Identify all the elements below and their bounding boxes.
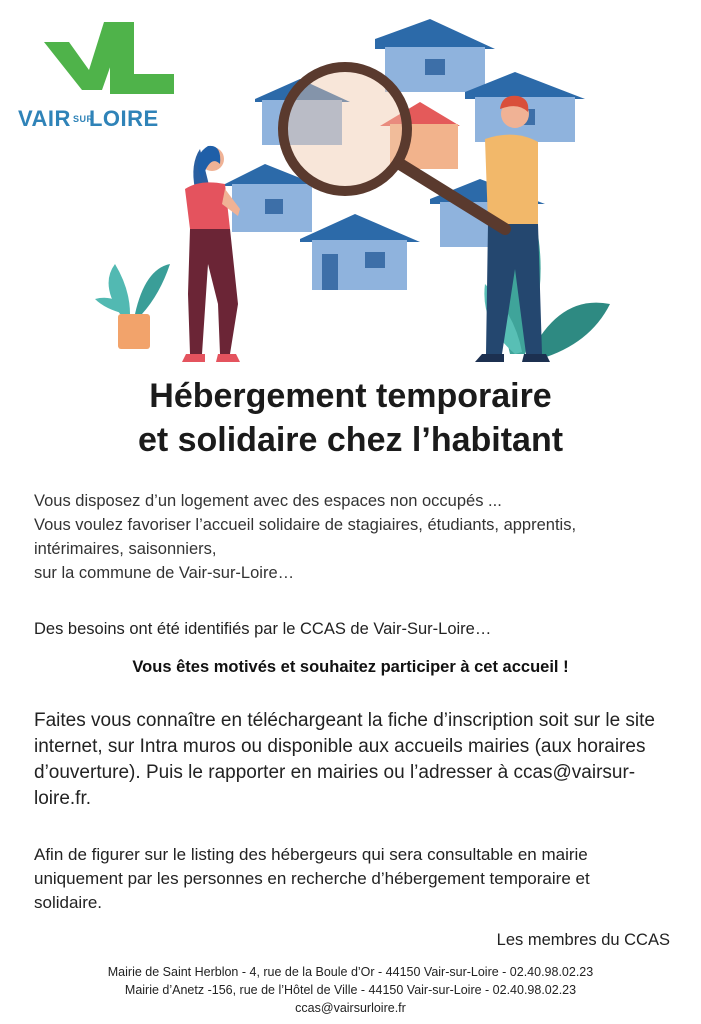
logo-vair: VAIR [18,106,71,131]
needs-paragraph: Des besoins ont été identifiés par le CCAS de Vair-Sur-Loire… [34,620,492,638]
housing-search-illustration [90,14,620,369]
intro-line: intérimaires, saisonniers, [34,540,217,558]
footer-addresses [0,963,701,1017]
contact-line: Faites vous connaître en téléchargeant la fiche d’inscription soit sur le site [34,710,655,731]
contact-line: internet, sur Intra muros ou disponible aux accueils mairies (aux horaires [34,736,646,757]
intro-line: Vous disposez d’un logement avec des espaces non occupés ... [34,492,502,510]
listing-line: Afin de figurer sur le listing des hébergeurs qui sera consultable en mairie [34,845,588,864]
footer-email: ccas@vairsurloire.fr [295,1001,406,1015]
house-icon [375,19,495,92]
house-icon [300,214,420,290]
title-line: Hébergement temporaire [149,377,552,415]
footer-address-anetz: Mairie d’Anetz -156, rue de l’Hôtel de Ville - 44150 Vair-sur-Loire - 02.40.98.02.23 [124,983,577,997]
intro-line: sur la commune de Vair-sur-Loire… [34,564,295,582]
logo-sur: SUR [72,113,94,124]
title-line: et solidaire chez l’habitant [137,421,564,459]
motivation-callout: Vous êtes motivés et souhaitez participer à cet accueil ! [132,658,569,676]
footer-address-saint-herblon: Mairie de Saint Herblon - 4, rue de la Boule d’Or - 44150 Vair-sur-Loire - 02.40.98.02.23 [107,965,594,979]
signature: Les membres du CCAS [496,931,670,949]
intro-paragraph [34,489,674,585]
intro-line: Vous voulez favoriser l’accueil solidaire de stagiaires, étudiants, apprentis, [34,516,577,534]
woman-figure-icon [182,146,240,362]
potted-plant-icon [95,264,170,349]
listing-line: uniquement par les personnes en recherche d’hébergement temporaire et [34,869,590,888]
contact-paragraph [34,708,674,812]
page-title [0,374,701,462]
listing-paragraph [34,843,674,915]
listing-line: solidaire. [34,893,103,912]
contact-line: d’ouverture). Puis le rapporter en mairies ou l’adresser à ccas@vairsur- [34,762,636,783]
contact-line: loire.fr. [34,788,92,809]
logo-loire: LOIRE [88,106,159,131]
